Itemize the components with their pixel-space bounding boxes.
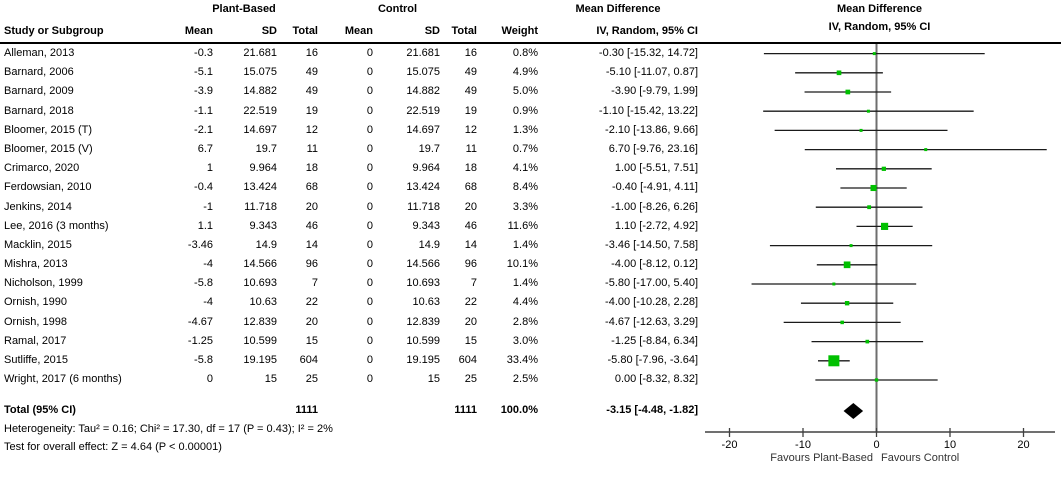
- control-mean: 0: [366, 181, 373, 194]
- study-label: Barnard, 2018: [4, 104, 74, 117]
- control-sd: 15.075: [406, 66, 440, 79]
- pb-sd: 14.566: [243, 258, 277, 271]
- study-label: Alleman, 2013: [4, 47, 75, 59]
- pb-total: 25: [305, 373, 318, 386]
- pb-mean: -1: [203, 200, 213, 213]
- control-total: 20: [464, 315, 477, 328]
- col-header-pb-mean: Mean: [184, 25, 213, 37]
- pb-sd: 15.075: [243, 66, 277, 79]
- control-sd: 11.718: [407, 200, 440, 213]
- weight: 8.4%: [512, 181, 538, 194]
- effect-square: [845, 301, 849, 305]
- control-sd: 14.566: [406, 258, 440, 271]
- effect-square: [875, 378, 878, 381]
- col-header-c-total: Total: [451, 25, 477, 37]
- group-header-plant-based: Plant-Based: [212, 3, 276, 15]
- study-row: [0, 178, 698, 197]
- weight: 0.8%: [512, 47, 538, 59]
- control-mean: 0: [366, 162, 373, 175]
- pb-sd: 19.195: [243, 354, 277, 366]
- plot-title: Mean Difference: [837, 3, 922, 15]
- md-ci-text: -3.46 [-14.50, 7.58]: [605, 238, 698, 251]
- control-mean: 0: [366, 47, 373, 59]
- md-ci-text: 6.70 [-9.76, 23.16]: [608, 142, 698, 155]
- weight: 0.9%: [512, 104, 538, 117]
- total-c-n: 1111: [454, 404, 477, 416]
- study-row: [0, 121, 698, 140]
- control-sd: 21.681: [406, 47, 440, 59]
- study-label: Ferdowsian, 2010: [4, 181, 92, 194]
- total-row: [0, 401, 698, 420]
- control-sd: 12.839: [406, 315, 440, 328]
- study-row: [0, 370, 698, 389]
- control-total: 68: [464, 181, 477, 194]
- weight: 10.1%: [506, 258, 538, 271]
- weight: 5.0%: [512, 85, 538, 98]
- pb-total: 49: [305, 66, 318, 79]
- study-label: Mishra, 2013: [4, 258, 68, 271]
- md-ci-text: -5.10 [-11.07, 0.87]: [605, 66, 698, 79]
- control-total: 25: [464, 373, 477, 386]
- total-pb-n: 1111: [295, 404, 318, 416]
- md-ci-text: -3.90 [-9.79, 1.99]: [611, 85, 698, 98]
- pb-mean: -4: [203, 296, 213, 309]
- pb-sd: 10.693: [243, 277, 277, 290]
- pb-sd: 21.681: [243, 47, 277, 59]
- weight: 11.6%: [507, 219, 538, 232]
- control-sd: 22.519: [406, 104, 440, 117]
- effect-square: [850, 244, 853, 247]
- pb-mean: -3.46: [187, 238, 213, 251]
- pb-total: 14: [305, 238, 318, 251]
- pb-mean: -5.1: [194, 66, 213, 79]
- pb-mean: -4: [203, 258, 213, 271]
- col-header-weight: Weight: [501, 25, 538, 37]
- pb-total: 15: [305, 334, 318, 347]
- pb-mean: 1: [206, 162, 213, 175]
- pb-mean: -5.8: [194, 354, 213, 366]
- md-ci-text: -1.00 [-8.26, 6.26]: [611, 200, 698, 213]
- pb-total: 16: [305, 47, 318, 59]
- total-ci: -3.15 [-4.48, -1.82]: [606, 404, 698, 416]
- control-sd: 13.424: [406, 181, 440, 194]
- control-total: 22: [464, 296, 477, 309]
- effect-square: [881, 223, 888, 230]
- pb-total: 604: [299, 354, 318, 366]
- heterogeneity-note: Heterogeneity: Tau² = 0.16; Chi² = 17.30, df = 17 (P = 0.43); I² = 2%: [4, 423, 333, 435]
- md-ci-text: -0.30 [-15.32, 14.72]: [598, 47, 698, 59]
- study-label: Nicholson, 1999: [4, 277, 83, 290]
- md-ci-text: 0.00 [-8.32, 8.32]: [614, 373, 698, 386]
- pb-mean: 1.1: [197, 219, 213, 232]
- md-ci-text: -4.00 [-8.12, 0.12]: [611, 258, 698, 271]
- control-mean: 0: [366, 354, 373, 366]
- weight: 4.9%: [512, 66, 538, 79]
- control-sd: 14.882: [406, 85, 440, 98]
- forest-plot-panel: [698, 0, 1061, 480]
- pb-sd: 9.964: [249, 162, 277, 175]
- control-mean: 0: [366, 123, 373, 136]
- pb-mean: -2.1: [194, 123, 213, 136]
- pb-sd: 14.697: [243, 123, 277, 136]
- pb-total: 49: [305, 85, 318, 98]
- pb-total: 12: [305, 123, 318, 136]
- control-mean: 0: [366, 258, 373, 271]
- total-weight: 100.0%: [500, 404, 538, 416]
- control-mean: 0: [366, 315, 373, 328]
- control-mean: 0: [366, 200, 373, 213]
- study-label: Barnard, 2009: [4, 85, 74, 98]
- effect-square: [837, 70, 842, 75]
- weight: 4.4%: [512, 296, 538, 309]
- pb-sd: 14.882: [243, 85, 277, 98]
- study-rows: [0, 44, 698, 389]
- md-ci-text: -2.10 [-13.86, 9.66]: [605, 123, 698, 136]
- study-row: [0, 217, 698, 236]
- effect-square: [844, 261, 851, 268]
- effect-square: [871, 185, 877, 191]
- weight: 1.3%: [512, 123, 538, 136]
- study-label: Ornish, 1998: [4, 315, 67, 328]
- control-mean: 0: [366, 296, 373, 309]
- weight: 1.4%: [512, 238, 538, 251]
- pb-total: 22: [305, 296, 318, 309]
- control-total: 18: [464, 162, 477, 175]
- pb-sd: 19.7: [255, 142, 277, 155]
- col-header-iv-ci: IV, Random, 95% CI: [596, 25, 698, 37]
- pb-mean: -4.67: [187, 315, 213, 328]
- pb-mean: -1.25: [187, 334, 213, 347]
- control-sd: 14.9: [418, 238, 440, 251]
- study-label: Bloomer, 2015 (T): [4, 123, 93, 136]
- control-mean: 0: [366, 142, 373, 155]
- study-label: Barnard, 2006: [4, 66, 74, 79]
- pb-mean: -0.3: [194, 47, 213, 59]
- md-ci-text: -5.80 [-7.96, -3.64]: [607, 354, 698, 366]
- weight: 1.4%: [512, 277, 538, 290]
- control-total: 15: [464, 334, 477, 347]
- pb-total: 18: [305, 162, 318, 175]
- total-diamond: [844, 403, 864, 419]
- control-sd: 9.964: [412, 162, 440, 175]
- control-mean: 0: [366, 277, 373, 290]
- study-label: Macklin, 2015: [4, 238, 72, 251]
- control-total: 12: [464, 123, 477, 136]
- effect-square: [873, 52, 876, 55]
- effect-square: [860, 129, 863, 132]
- pb-total: 20: [305, 315, 318, 328]
- control-total: 7: [470, 277, 477, 290]
- plot-subtitle: IV, Random, 95% CI: [828, 21, 931, 33]
- axis-tick-label: 20: [1017, 439, 1030, 451]
- pb-total: 19: [305, 104, 318, 117]
- study-row: [0, 63, 698, 82]
- col-header-c-mean: Mean: [344, 25, 373, 37]
- forest-plot-svg: [698, 0, 1061, 480]
- column-header-row: [0, 21, 698, 41]
- axis-tick-label: 0: [873, 439, 880, 451]
- pb-total: 7: [311, 277, 318, 290]
- weight: 4.1%: [512, 162, 538, 175]
- control-total: 11: [465, 142, 477, 155]
- study-row: [0, 236, 698, 255]
- md-ci-text: -4.00 [-10.28, 2.28]: [605, 296, 698, 309]
- study-label: Crimarco, 2020: [4, 162, 80, 175]
- overall-effect-note: Test for overall effect: Z = 4.64 (P < 0.00001): [4, 441, 222, 453]
- effect-square: [845, 90, 850, 95]
- pb-total: 68: [305, 181, 318, 194]
- pb-sd: 12.839: [243, 315, 277, 328]
- pb-sd: 10.63: [249, 296, 277, 309]
- control-total: 19: [464, 104, 477, 117]
- pb-sd: 22.519: [243, 104, 277, 117]
- control-total: 14: [464, 238, 477, 251]
- control-total: 20: [464, 200, 477, 213]
- md-ci-text: -1.10 [-15.42, 13.22]: [598, 104, 698, 117]
- control-sd: 14.697: [406, 123, 440, 136]
- md-ci-text: 1.10 [-2.72, 4.92]: [614, 219, 698, 232]
- weight: 3.3%: [512, 200, 538, 213]
- control-total: 49: [464, 85, 477, 98]
- weight: 33.4%: [506, 354, 538, 366]
- pb-mean: -1.1: [194, 104, 213, 117]
- md-ci-text: -1.25 [-8.84, 6.34]: [611, 334, 698, 347]
- effect-square: [832, 283, 835, 286]
- study-label: Bloomer, 2015 (V): [4, 142, 93, 155]
- study-row: [0, 44, 698, 63]
- effect-square: [924, 148, 927, 151]
- md-ci-text: 1.00 [-5.51, 7.51]: [614, 162, 698, 175]
- effect-square: [865, 340, 869, 344]
- study-row: [0, 159, 698, 178]
- pb-sd: 11.718: [244, 200, 277, 213]
- study-row: [0, 274, 698, 293]
- study-label: Ornish, 1990: [4, 296, 67, 309]
- control-total: 604: [458, 354, 477, 366]
- effect-square: [840, 321, 844, 325]
- study-label: Sutliffe, 2015: [4, 354, 69, 366]
- pb-mean: 6.7: [197, 142, 213, 155]
- col-header-c-sd: SD: [424, 25, 440, 37]
- pb-total: 20: [305, 200, 318, 213]
- pb-mean: -0.4: [194, 181, 213, 194]
- favours-right-label: Favours Control: [881, 452, 960, 464]
- control-mean: 0: [366, 85, 373, 98]
- control-sd: 10.693: [406, 277, 440, 290]
- study-row: [0, 255, 698, 274]
- effect-square: [828, 355, 839, 366]
- axis-tick-label: -20: [721, 439, 738, 451]
- control-total: 16: [464, 47, 477, 59]
- group-header-control: Control: [377, 3, 418, 15]
- control-mean: 0: [366, 238, 373, 251]
- study-row: [0, 351, 698, 370]
- weight: 2.5%: [512, 373, 538, 386]
- favours-left-label: Favours Plant-Based: [770, 452, 873, 464]
- pb-total: 46: [305, 219, 318, 232]
- pb-mean: -5.8: [194, 277, 213, 290]
- control-mean: 0: [366, 219, 373, 232]
- study-label: Lee, 2016 (3 months): [4, 219, 109, 232]
- control-sd: 19.195: [406, 354, 440, 366]
- pb-mean: -3.9: [194, 85, 213, 98]
- control-mean: 0: [366, 373, 373, 386]
- pb-total: 96: [305, 258, 318, 271]
- study-row: [0, 82, 698, 101]
- control-sd: 10.599: [406, 334, 440, 347]
- effect-square: [867, 110, 870, 113]
- study-row: [0, 102, 698, 121]
- total-label: Total (95% CI): [4, 404, 76, 416]
- control-total: 46: [464, 219, 477, 232]
- pb-sd: 15: [264, 373, 277, 386]
- study-label: Jenkins, 2014: [4, 200, 72, 213]
- pb-total: 11: [306, 142, 318, 155]
- weight: 2.8%: [512, 315, 538, 328]
- control-sd: 10.63: [412, 296, 440, 309]
- study-label: Ramal, 2017: [4, 334, 67, 347]
- group-header-mean-difference: Mean Difference: [575, 3, 661, 15]
- control-sd: 9.343: [412, 219, 440, 232]
- study-row: [0, 293, 698, 312]
- control-total: 96: [464, 258, 477, 271]
- pb-sd: 14.9: [255, 238, 277, 251]
- control-mean: 0: [366, 334, 373, 347]
- axis-tick-label: 10: [943, 439, 957, 451]
- control-sd: 15: [427, 373, 440, 386]
- col-header-pb-total: Total: [292, 25, 318, 37]
- md-ci-text: -0.40 [-4.91, 4.11]: [611, 181, 698, 194]
- study-row: [0, 140, 698, 159]
- study-row: [0, 198, 698, 217]
- pb-mean: 0: [206, 373, 213, 386]
- md-ci-text: -4.67 [-12.63, 3.29]: [605, 315, 698, 328]
- pb-sd: 10.599: [243, 334, 277, 347]
- pb-sd: 9.343: [249, 219, 277, 232]
- study-row: [0, 313, 698, 332]
- axis-tick-label: -10: [795, 439, 811, 451]
- control-total: 49: [464, 66, 477, 79]
- md-ci-text: -5.80 [-17.00, 5.40]: [605, 277, 698, 290]
- control-mean: 0: [366, 66, 373, 79]
- control-sd: 19.7: [418, 142, 440, 155]
- col-header-pb-sd: SD: [261, 25, 277, 37]
- weight: 3.0%: [512, 334, 538, 347]
- study-row: [0, 332, 698, 351]
- weight: 0.7%: [512, 142, 538, 155]
- col-header-study: Study or Subgroup: [4, 25, 104, 37]
- effect-square: [882, 167, 886, 171]
- pb-sd: 13.424: [243, 181, 277, 194]
- study-label: Wright, 2017 (6 months): [4, 373, 122, 386]
- effect-square: [867, 205, 871, 209]
- control-mean: 0: [366, 104, 373, 117]
